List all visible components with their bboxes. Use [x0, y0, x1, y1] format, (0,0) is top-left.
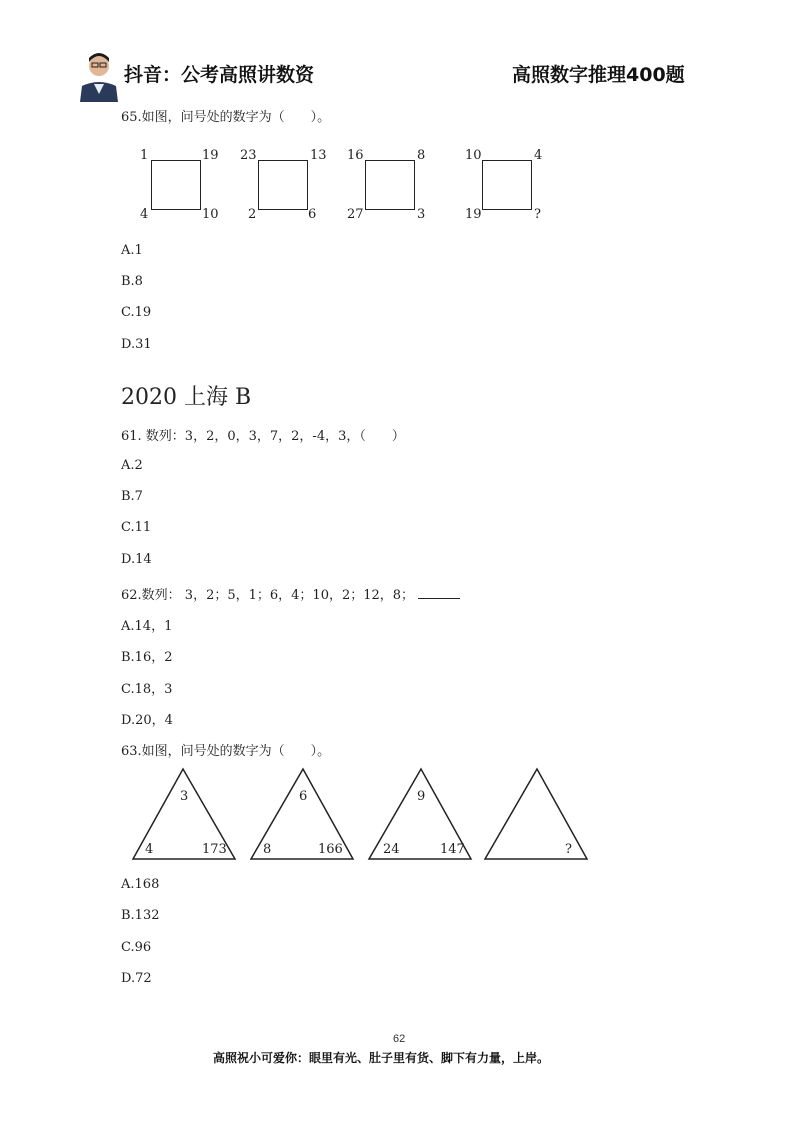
question-62	[121, 584, 460, 603]
box-label: 2	[248, 207, 257, 222]
triangle-label: ?	[565, 842, 572, 857]
question-63-figure	[125, 764, 595, 864]
box-label: 3	[417, 207, 426, 222]
header-right-title: 高照数字推理400题	[512, 64, 685, 86]
page-number: 62	[393, 1033, 406, 1045]
box-label: 10	[465, 148, 482, 163]
box-label: 4	[140, 207, 149, 222]
figure-box	[258, 160, 308, 210]
option-a: A.2	[121, 458, 143, 473]
author-avatar	[78, 44, 120, 102]
figure-box	[365, 160, 415, 210]
box-label: 23	[240, 148, 257, 163]
box-label: 4	[534, 148, 543, 163]
box-label: ?	[534, 207, 541, 222]
option-c: C.18，3	[121, 682, 173, 697]
option-d: D.72	[121, 971, 152, 986]
question-61-text: 61. 数列：3，2，0，3，7，2，-4，3，（ ）	[121, 429, 405, 444]
question-65-figure	[130, 143, 570, 228]
option-b: B.16，2	[121, 650, 173, 665]
figure-box	[482, 160, 532, 210]
box-label: 8	[417, 148, 426, 163]
triangle-label: 9	[417, 789, 426, 804]
footer-motto: 高照祝小可爱你：眼里有光、肚子里有货、脚下有力量，上岸。	[213, 1051, 550, 1065]
question-62-text: 62.数列： 3，2；5，1；6，4；10，2；12，8；	[121, 588, 415, 603]
triangle-label: 8	[263, 842, 272, 857]
option-b: B.8	[121, 274, 143, 289]
box-label: 19	[465, 207, 482, 222]
option-c: C.11	[121, 520, 152, 535]
option-b: B.132	[121, 908, 160, 923]
triangle-label: 4	[145, 842, 154, 857]
box-label: 1	[140, 148, 149, 163]
option-c: C.96	[121, 940, 152, 955]
triangle-label: 147	[440, 842, 465, 857]
figure-box	[151, 160, 201, 210]
box-label: 27	[347, 207, 364, 222]
question-65-text: 65.如图，问号处的数字为（ ）。	[121, 110, 331, 125]
section-title: 2020 上海 B	[121, 385, 252, 410]
option-d: D.14	[121, 552, 152, 567]
box-label: 10	[202, 207, 219, 222]
option-c: C.19	[121, 305, 152, 320]
triangle-label: 6	[299, 789, 308, 804]
option-b: B.7	[121, 489, 143, 504]
option-a: A.168	[121, 877, 160, 892]
option-d: D.31	[121, 337, 152, 352]
box-label: 16	[347, 148, 364, 163]
question-63-text: 63.如图，问号处的数字为（ ）。	[121, 744, 331, 759]
triangle-label: 24	[383, 842, 400, 857]
option-a: A.14，1	[121, 619, 173, 634]
box-label: 6	[308, 207, 317, 222]
triangle-label: 173	[202, 842, 227, 857]
triangle-label: 166	[318, 842, 343, 857]
option-d: D.20，4	[121, 713, 173, 728]
header-left-title: 抖音：公考高照讲数资	[124, 64, 315, 86]
option-a: A.1	[121, 243, 143, 258]
answer-blank	[418, 587, 460, 599]
box-label: 13	[310, 148, 327, 163]
box-label: 19	[202, 148, 219, 163]
triangle-label: 3	[180, 789, 189, 804]
